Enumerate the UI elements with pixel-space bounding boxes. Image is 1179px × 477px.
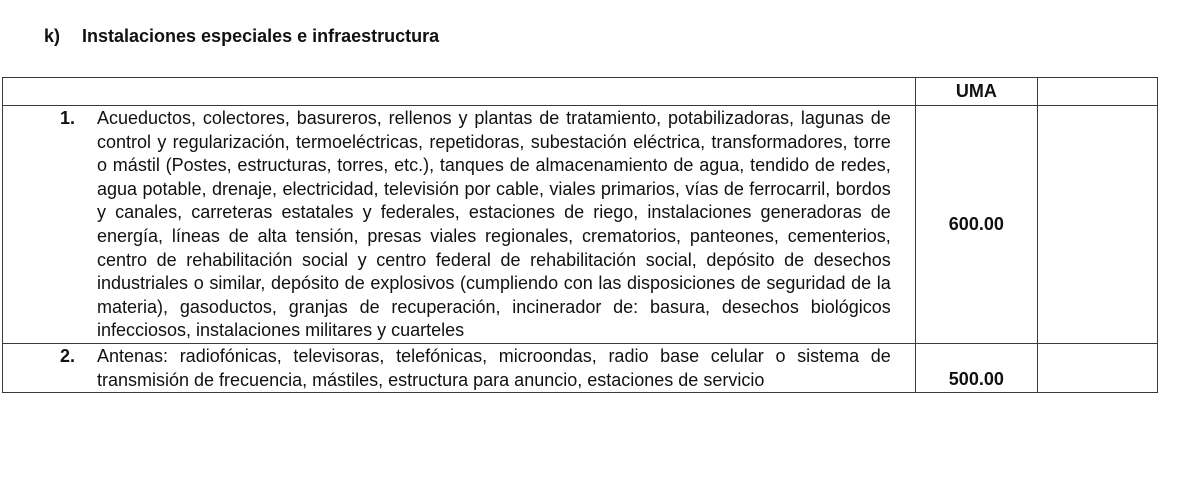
row-uma-value: 600.00 (915, 106, 1037, 344)
section-letter: k) (44, 26, 61, 46)
table-row (3, 106, 1158, 344)
row-uma-value: 500.00 (948, 368, 1004, 389)
row-description-cell (3, 343, 916, 392)
fees-table (2, 77, 1158, 393)
table-row (3, 343, 1158, 392)
row-uma-cell (915, 343, 1037, 392)
row-number: 1. (59, 108, 75, 128)
row-extra-cell (1037, 343, 1157, 392)
row-description: Antenas: radiofónicas, televisoras, telefónicas, microondas, radio base celular o sistema de transmisión de frecuencia, mástiles, estructura para anuncio, estaciones de servicio (97, 345, 891, 390)
row-description: Acueductos, colectores, basureros, rellenos y plantas de tratamiento, potabilizadoras, lagunas de control y regularización, termoeléctricas, repetidoras, subestación eléctrica, transformadores, torre o mástil (Postes, estructuras, torres, etc.), tanques de almacenamiento de agua, tendido de redes, agua potable, drenaje, electricidad, televisión por cable, viales primarios, vías de ferrocarril, bordos y canales, carreteras estatales y federales, estaciones de riego, instalaciones generadoras de energía, líneas de alta tensión, presas viales regionales, crematorios, panteones, cementerios, centro de rehabilitación social y centro federal de rehabilitación social, depósito de desechos industriales o similar, depósito de explosivos (cumpliendo con las disposiciones de seguridad de la materia), gasoductos, granjas de recuperación, incinerador de: basura, desechos biológicos infecciosos, instalaciones militares y cuarteles (97, 108, 891, 341)
row-description-cell (3, 106, 916, 344)
row-number: 2. (59, 345, 75, 366)
header-extra-cell (1037, 78, 1157, 106)
row-extra-cell (1037, 106, 1157, 344)
section-heading (44, 26, 439, 47)
section-title: Instalaciones especiales e infraestructura (82, 26, 440, 46)
header-uma-cell: UMA (915, 78, 1037, 106)
header-description-cell (3, 78, 916, 106)
table-header-row (3, 78, 1158, 106)
